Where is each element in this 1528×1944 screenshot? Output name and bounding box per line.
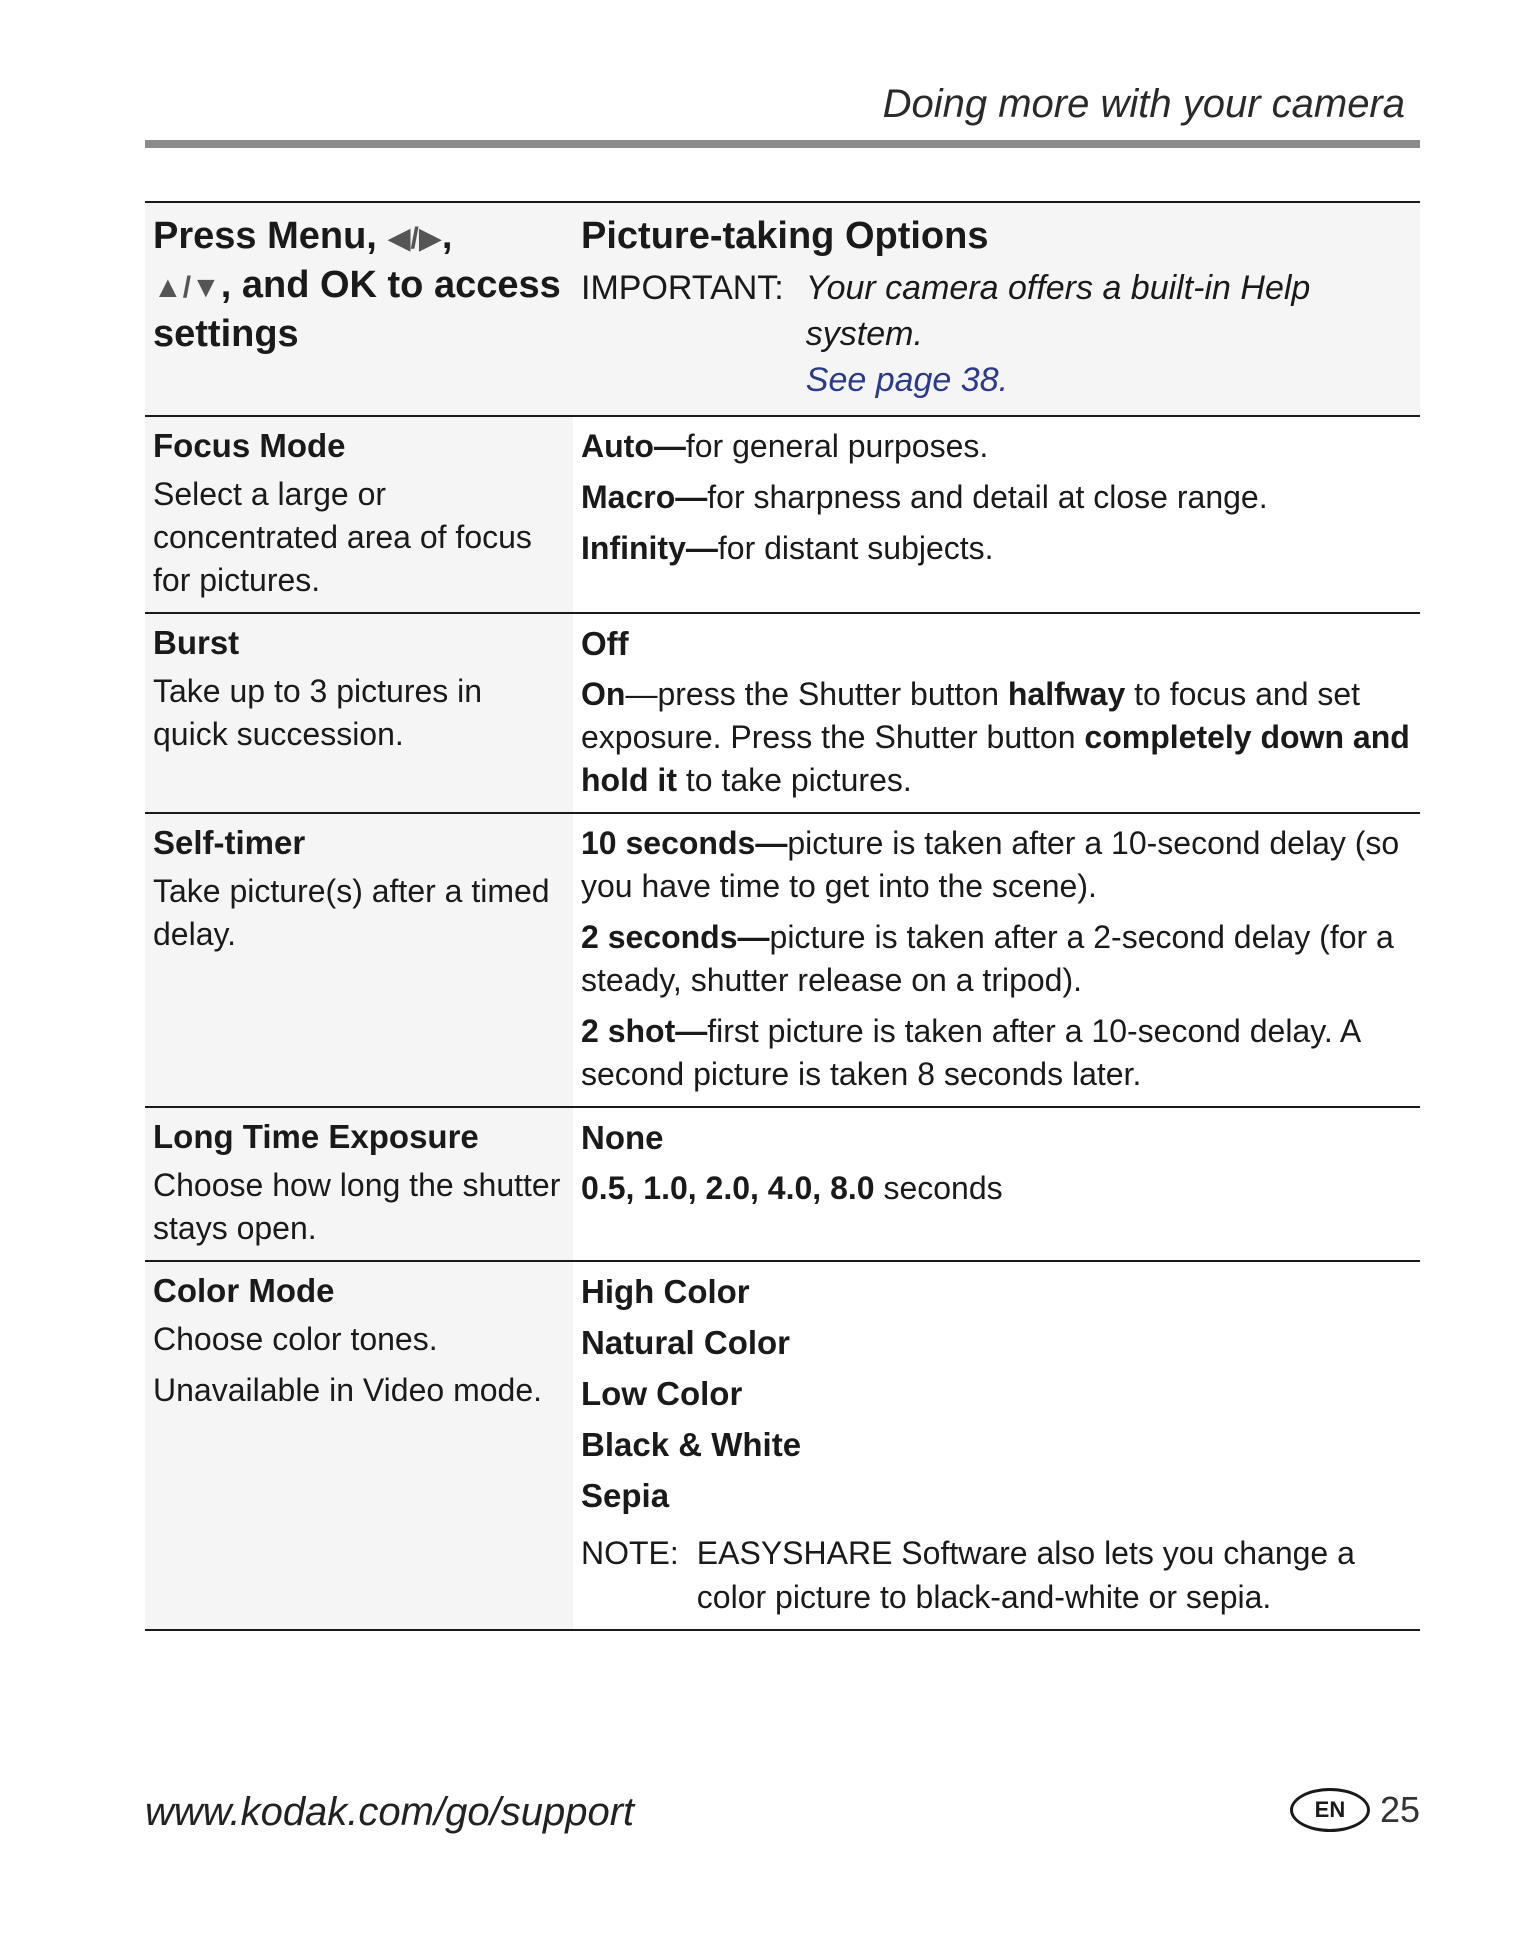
option-item: Auto—for general purposes.: [581, 428, 989, 464]
table-row: [145, 416, 1420, 613]
page-number-area: [1290, 1788, 1420, 1832]
up-down-arrows-icon: ▲/▼: [153, 271, 221, 304]
table-row: [145, 1107, 1420, 1261]
option-item: Natural Color: [581, 1324, 791, 1361]
header-rule: [145, 140, 1420, 148]
running-header: Doing more with your camera: [882, 82, 1405, 126]
important-label: IMPORTANT:: [581, 269, 784, 307]
setting-description: Select a large or concentrated area of focus for pictures.: [153, 476, 532, 598]
setting-name: Self-timer: [153, 824, 306, 861]
setting-name: Focus Mode: [153, 427, 346, 464]
option-item: On—press the Shutter button halfway to focus and set exposure. Press the Shutter button completely down and hold it to take pictures.: [581, 676, 1410, 798]
option-item: 2 seconds—picture is taken after a 2-second delay (for a steady, shutter release on a tripod).: [581, 919, 1394, 998]
table-row: [145, 613, 1420, 813]
table-row: [145, 1261, 1420, 1630]
option-item: 10 seconds—picture is taken after a 10-second delay (so you have time to get into the scene).: [581, 825, 1400, 904]
setting-description: Take up to 3 pictures in quick succession.: [153, 673, 483, 752]
setting-description: Choose color tones.: [153, 1321, 438, 1357]
setting-description: Unavailable in Video mode.: [153, 1372, 542, 1408]
page-number: 25: [1379, 1789, 1420, 1830]
options-title: Picture-taking Options: [581, 215, 989, 257]
option-item: Off: [581, 625, 629, 662]
table-row: [145, 813, 1420, 1107]
important-text: Your camera offers a built-in Help system.: [805, 269, 1311, 353]
setting-name: Color Mode: [153, 1272, 335, 1309]
setting-description: Take picture(s) after a timed delay.: [153, 873, 550, 952]
option-item: None: [581, 1119, 664, 1156]
setting-description: Choose how long the shutter stays open.: [153, 1167, 561, 1246]
option-item: Sepia: [581, 1477, 670, 1514]
option-item: 2 shot—first picture is taken after a 10-second delay. A second picture is taken 8 seconds later.: [581, 1013, 1360, 1092]
left-right-arrows-icon: ◀/▶: [387, 222, 442, 255]
support-url-link[interactable]: www.kodak.com/go/support: [145, 1790, 635, 1834]
language-badge: EN: [1290, 1788, 1370, 1832]
note-text: EASYSHARE Software also lets you change a color picture to black-and-white or sepia.: [696, 1535, 1355, 1615]
setting-name: Burst: [153, 624, 240, 661]
help-page-link[interactable]: See page 38.: [805, 361, 1009, 399]
setting-name: Long Time Exposure: [153, 1118, 479, 1155]
table-header-row: [145, 202, 1420, 416]
note-label: NOTE:: [581, 1535, 679, 1571]
option-item: Infinity—for distant subjects.: [581, 530, 994, 566]
header-right-cell: [573, 202, 1420, 416]
option-item: Macro—for sharpness and detail at close range.: [581, 479, 1268, 515]
option-item: High Color: [581, 1273, 750, 1310]
option-item: Low Color: [581, 1375, 743, 1412]
settings-table: [145, 201, 1420, 1631]
option-item: 0.5, 1.0, 2.0, 4.0, 8.0 seconds: [581, 1170, 1003, 1206]
option-item: Black & White: [581, 1426, 802, 1463]
important-note: [581, 265, 1410, 403]
note: [581, 1531, 1410, 1619]
access-instructions: Press Menu, ◀/▶, ▲/▼, and OK to access settings: [153, 215, 561, 355]
header-left-cell: [145, 202, 573, 416]
